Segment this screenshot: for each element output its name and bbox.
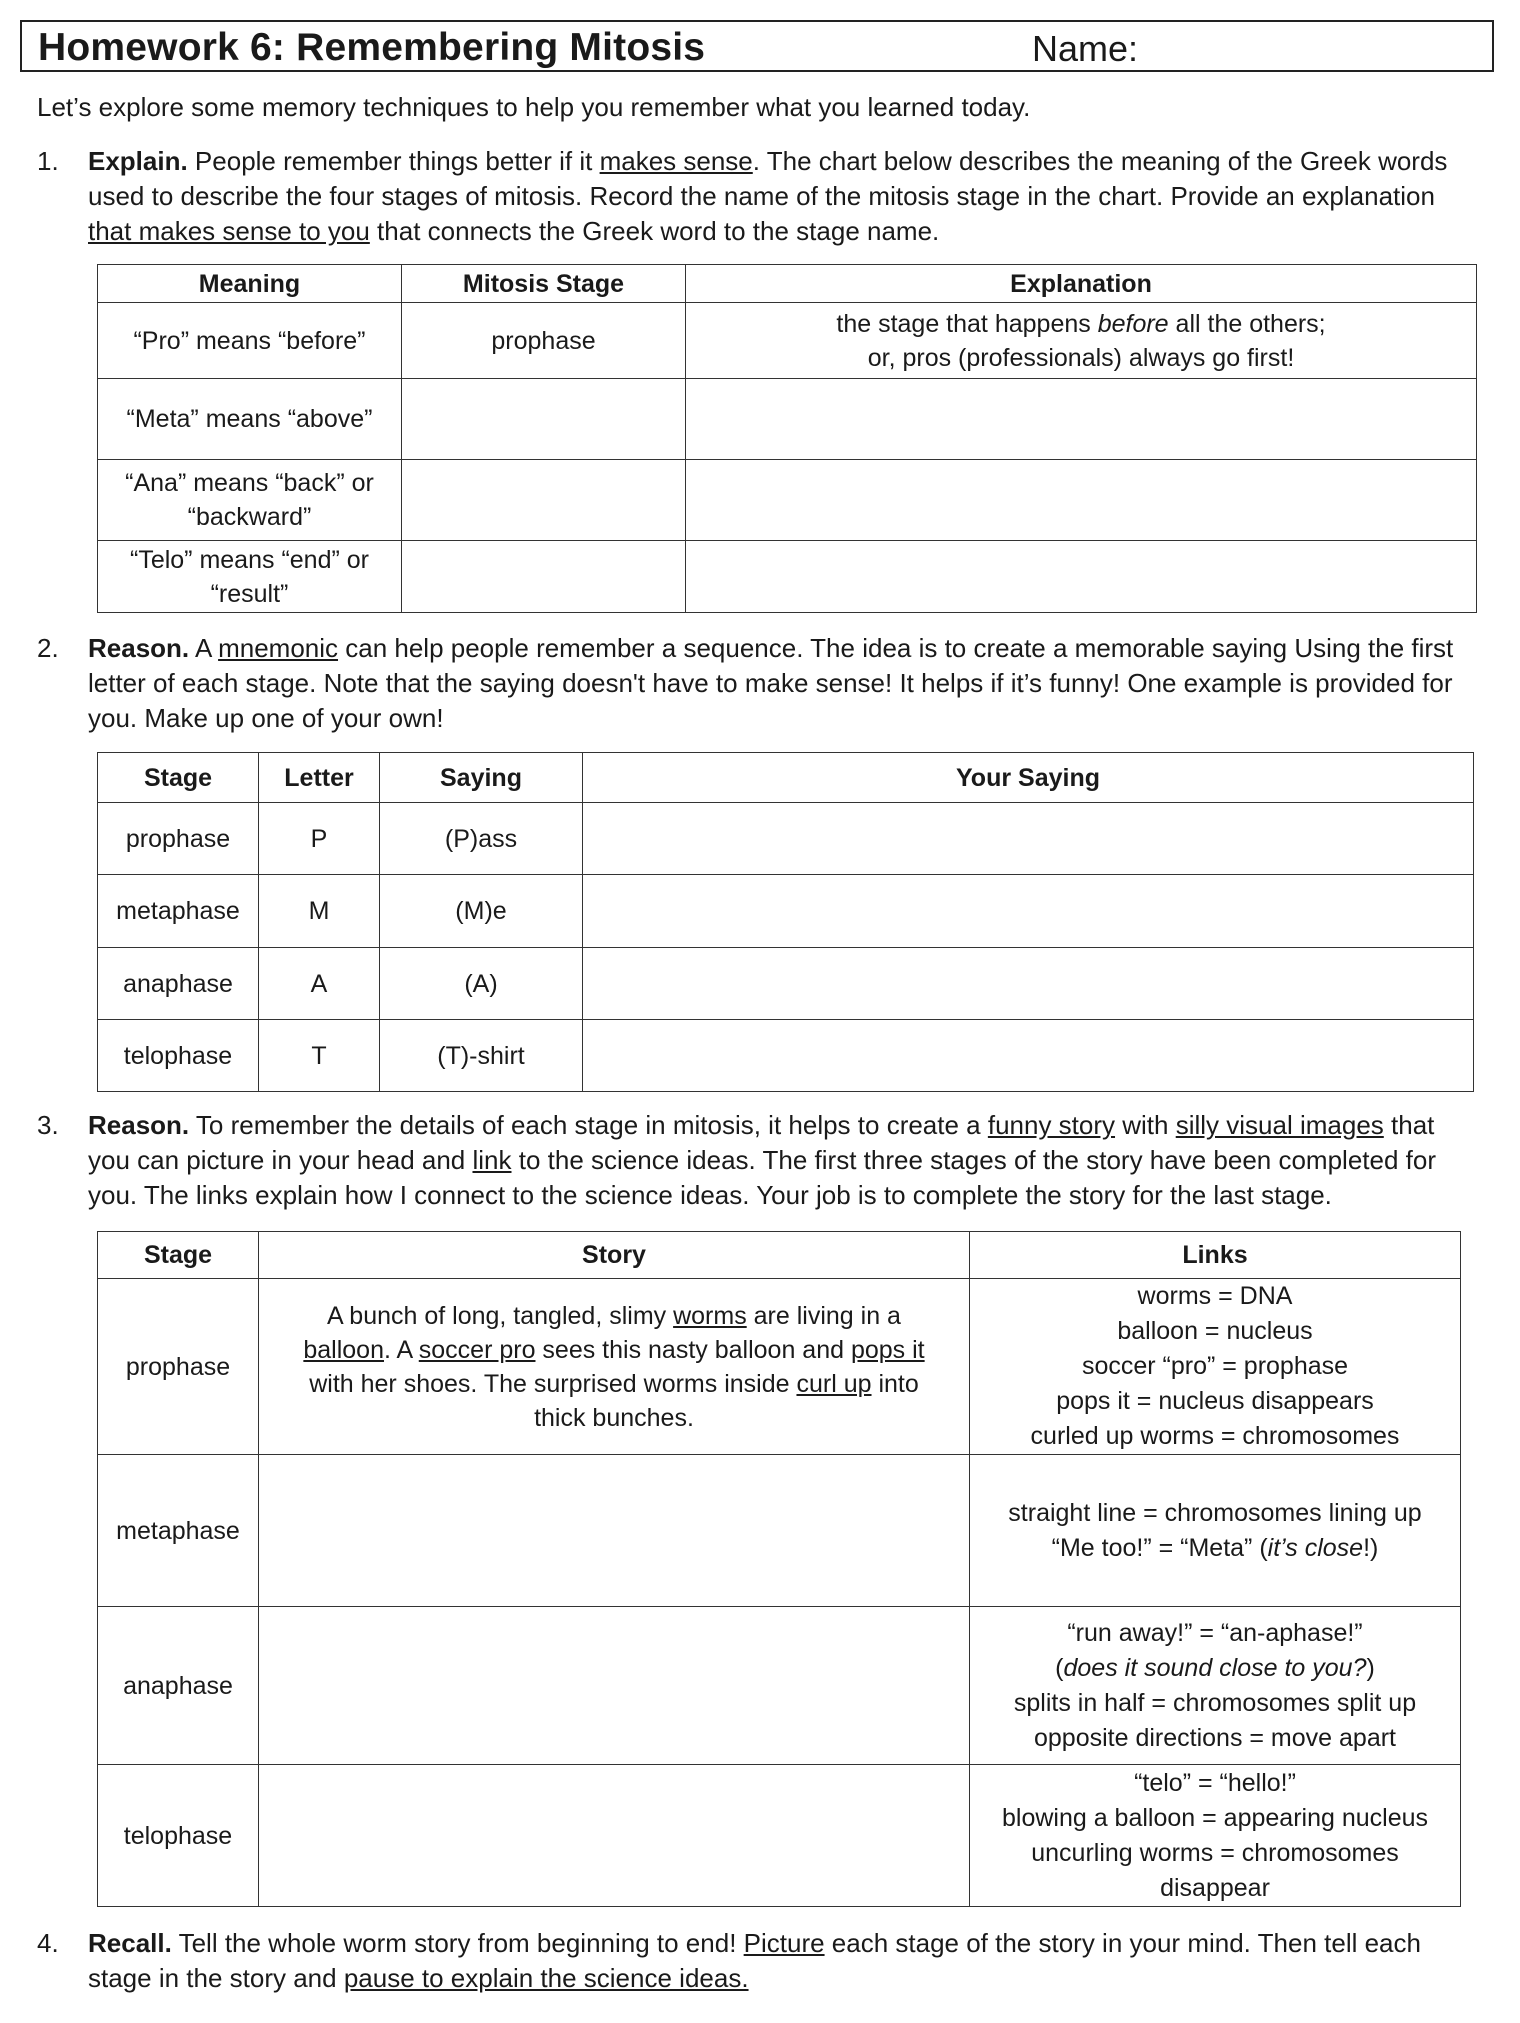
mnemonic-table [97, 752, 1474, 1092]
your-saying-cell[interactable] [583, 948, 1474, 1020]
name-label: Name: [1032, 28, 1139, 69]
question-number: 4. [37, 1928, 59, 1958]
table-row [98, 303, 1477, 379]
link-line: (does it sound close to you?) [1055, 1653, 1375, 1682]
table-row [98, 948, 1474, 1020]
meaning-cell: “Meta” means “above” [98, 379, 402, 460]
question-3 [37, 1108, 1477, 1213]
link-line: worms = DNA [1137, 1282, 1293, 1310]
stage-cell[interactable] [402, 379, 686, 460]
story-cell[interactable] [259, 1607, 970, 1765]
column-header: Links [970, 1232, 1461, 1279]
meaning-cell: “Telo” means “end” or “result” [98, 541, 402, 613]
explanation-cell[interactable] [686, 460, 1477, 541]
your-saying-cell[interactable] [583, 1020, 1474, 1092]
letter-cell: T [259, 1020, 380, 1092]
links-cell [970, 1455, 1461, 1607]
saying-cell: (A) [380, 948, 583, 1020]
column-header: Meaning [98, 265, 402, 303]
question-text: Reason. To remember the details of each stage in mitosis, it helps to create a funny story with silly visual images that you can picture in your head and link to the science ideas. The first three stages of the story have been completed for you. The links explain how I connect to the science ideas. Your job is to complete the story for the last stage. [88, 1110, 1436, 1210]
stage-cell: telophase [98, 1765, 259, 1907]
table-row [98, 1455, 1461, 1607]
explanation-cell[interactable] [686, 379, 1477, 460]
stage-cell: prophase [98, 1279, 259, 1455]
stage-cell[interactable]: prophase [402, 303, 686, 379]
links-cell [970, 1279, 1461, 1455]
your-saying-cell[interactable] [583, 875, 1474, 948]
link-line: opposite directions = move apart [1033, 1723, 1396, 1752]
table-row [98, 1765, 1461, 1907]
stage-cell: anaphase [98, 1607, 259, 1765]
letter-cell: M [259, 875, 380, 948]
stage-cell: metaphase [98, 1455, 259, 1607]
column-header: Letter [259, 753, 380, 803]
question-1 [37, 144, 1477, 249]
table-row [98, 803, 1474, 875]
letter-cell: P [259, 803, 380, 875]
table-row [98, 541, 1477, 613]
stage-cell[interactable] [402, 541, 686, 613]
worm-story-table [97, 1231, 1461, 1907]
letter-cell: A [259, 948, 380, 1020]
meaning-cell: “Pro” means “before” [98, 303, 402, 379]
column-header: Story [259, 1232, 970, 1279]
column-header: Mitosis Stage [402, 265, 686, 303]
table-row [98, 1020, 1474, 1092]
explanation-cell[interactable] [686, 541, 1477, 613]
question-number: 2. [37, 633, 59, 663]
saying-cell: (T)-shirt [380, 1020, 583, 1092]
question-number: 1. [37, 146, 59, 176]
question-text: Explain. People remember things better if it makes sense. The chart below describes the meaning of the Greek words used to describe the four stages of mitosis. Record the name of the mitosis stage in the chart. Provide an explanation that makes sense to you that connects the Greek word to the stage name. [88, 146, 1448, 246]
page-title: Homework 6: Remembering Mitosis [38, 26, 706, 69]
meaning-cell: “Ana” means “back” or “backward” [98, 460, 402, 541]
stage-cell: telophase [98, 1020, 259, 1092]
stage-cell: metaphase [98, 875, 259, 948]
link-line: “run away!” = “an-aphase!” [1067, 1618, 1363, 1647]
story-cell: A bunch of long, tangled, slimy worms are living in a balloon. A soccer pro sees this nasty balloon and pops it with her shoes. The surprised worms inside curl up into thick bunches. [259, 1279, 970, 1455]
table-row [98, 460, 1477, 541]
header-box [20, 20, 1494, 72]
stage-cell: anaphase [98, 948, 259, 1020]
table-row [98, 1279, 1461, 1455]
table-row [98, 379, 1477, 460]
links-cell [970, 1765, 1461, 1907]
story-cell[interactable] [259, 1765, 970, 1907]
intro-text: Let’s explore some memory techniques to help you remember what you learned today. [37, 92, 1031, 122]
question-text: Reason. A mnemonic can help people remember a sequence. The idea is to create a memorable saying Using the first letter of each stage. Note that the saying doesn't have to make sense! It helps if it’s funny! One example is provided for you. Make up one of your own! [88, 633, 1454, 733]
link-line: “Me too!” = “Meta” (it’s close!) [1051, 1533, 1379, 1562]
link-line: pops it = nucleus disappears [1056, 1387, 1374, 1415]
column-header: Stage [98, 753, 259, 803]
story-cell[interactable] [259, 1455, 970, 1607]
greek-meaning-table [97, 264, 1477, 613]
saying-cell: (M)e [380, 875, 583, 948]
your-saying-cell[interactable] [583, 803, 1474, 875]
question-number: 3. [37, 1110, 59, 1140]
link-line: soccer “pro” = prophase [1081, 1352, 1349, 1380]
question-4 [37, 1926, 1477, 1996]
table-row [98, 1607, 1461, 1765]
stage-cell: prophase [98, 803, 259, 875]
link-line: splits in half = chromosomes split up [1013, 1688, 1417, 1717]
saying-cell: (P)ass [380, 803, 583, 875]
link-line: balloon = nucleus [1117, 1317, 1313, 1345]
link-line: blowing a balloon = appearing nucleus [1001, 1803, 1428, 1832]
stage-cell[interactable] [402, 460, 686, 541]
column-header: Saying [380, 753, 583, 803]
question-text: Recall. Tell the whole worm story from beginning to end! Picture each stage of the story in your mind. Then tell each stage in the story and pause to explain the science ideas. [88, 1928, 1421, 1993]
links-cell [970, 1607, 1461, 1765]
column-header: Your Saying [583, 753, 1474, 803]
link-line: straight line = chromosomes lining up [1008, 1498, 1422, 1527]
table-row [98, 875, 1474, 948]
question-2 [37, 631, 1477, 736]
column-header: Stage [98, 1232, 259, 1279]
link-line: curled up worms = chromosomes [1030, 1422, 1400, 1450]
link-line: “telo” = “hello!” [1134, 1768, 1296, 1797]
explanation-cell[interactable]: the stage that happens before all the others; or, pros (professionals) always go first! [686, 303, 1477, 379]
link-line: uncurling worms = chromosomes disappear [1031, 1838, 1399, 1902]
column-header: Explanation [686, 265, 1477, 303]
